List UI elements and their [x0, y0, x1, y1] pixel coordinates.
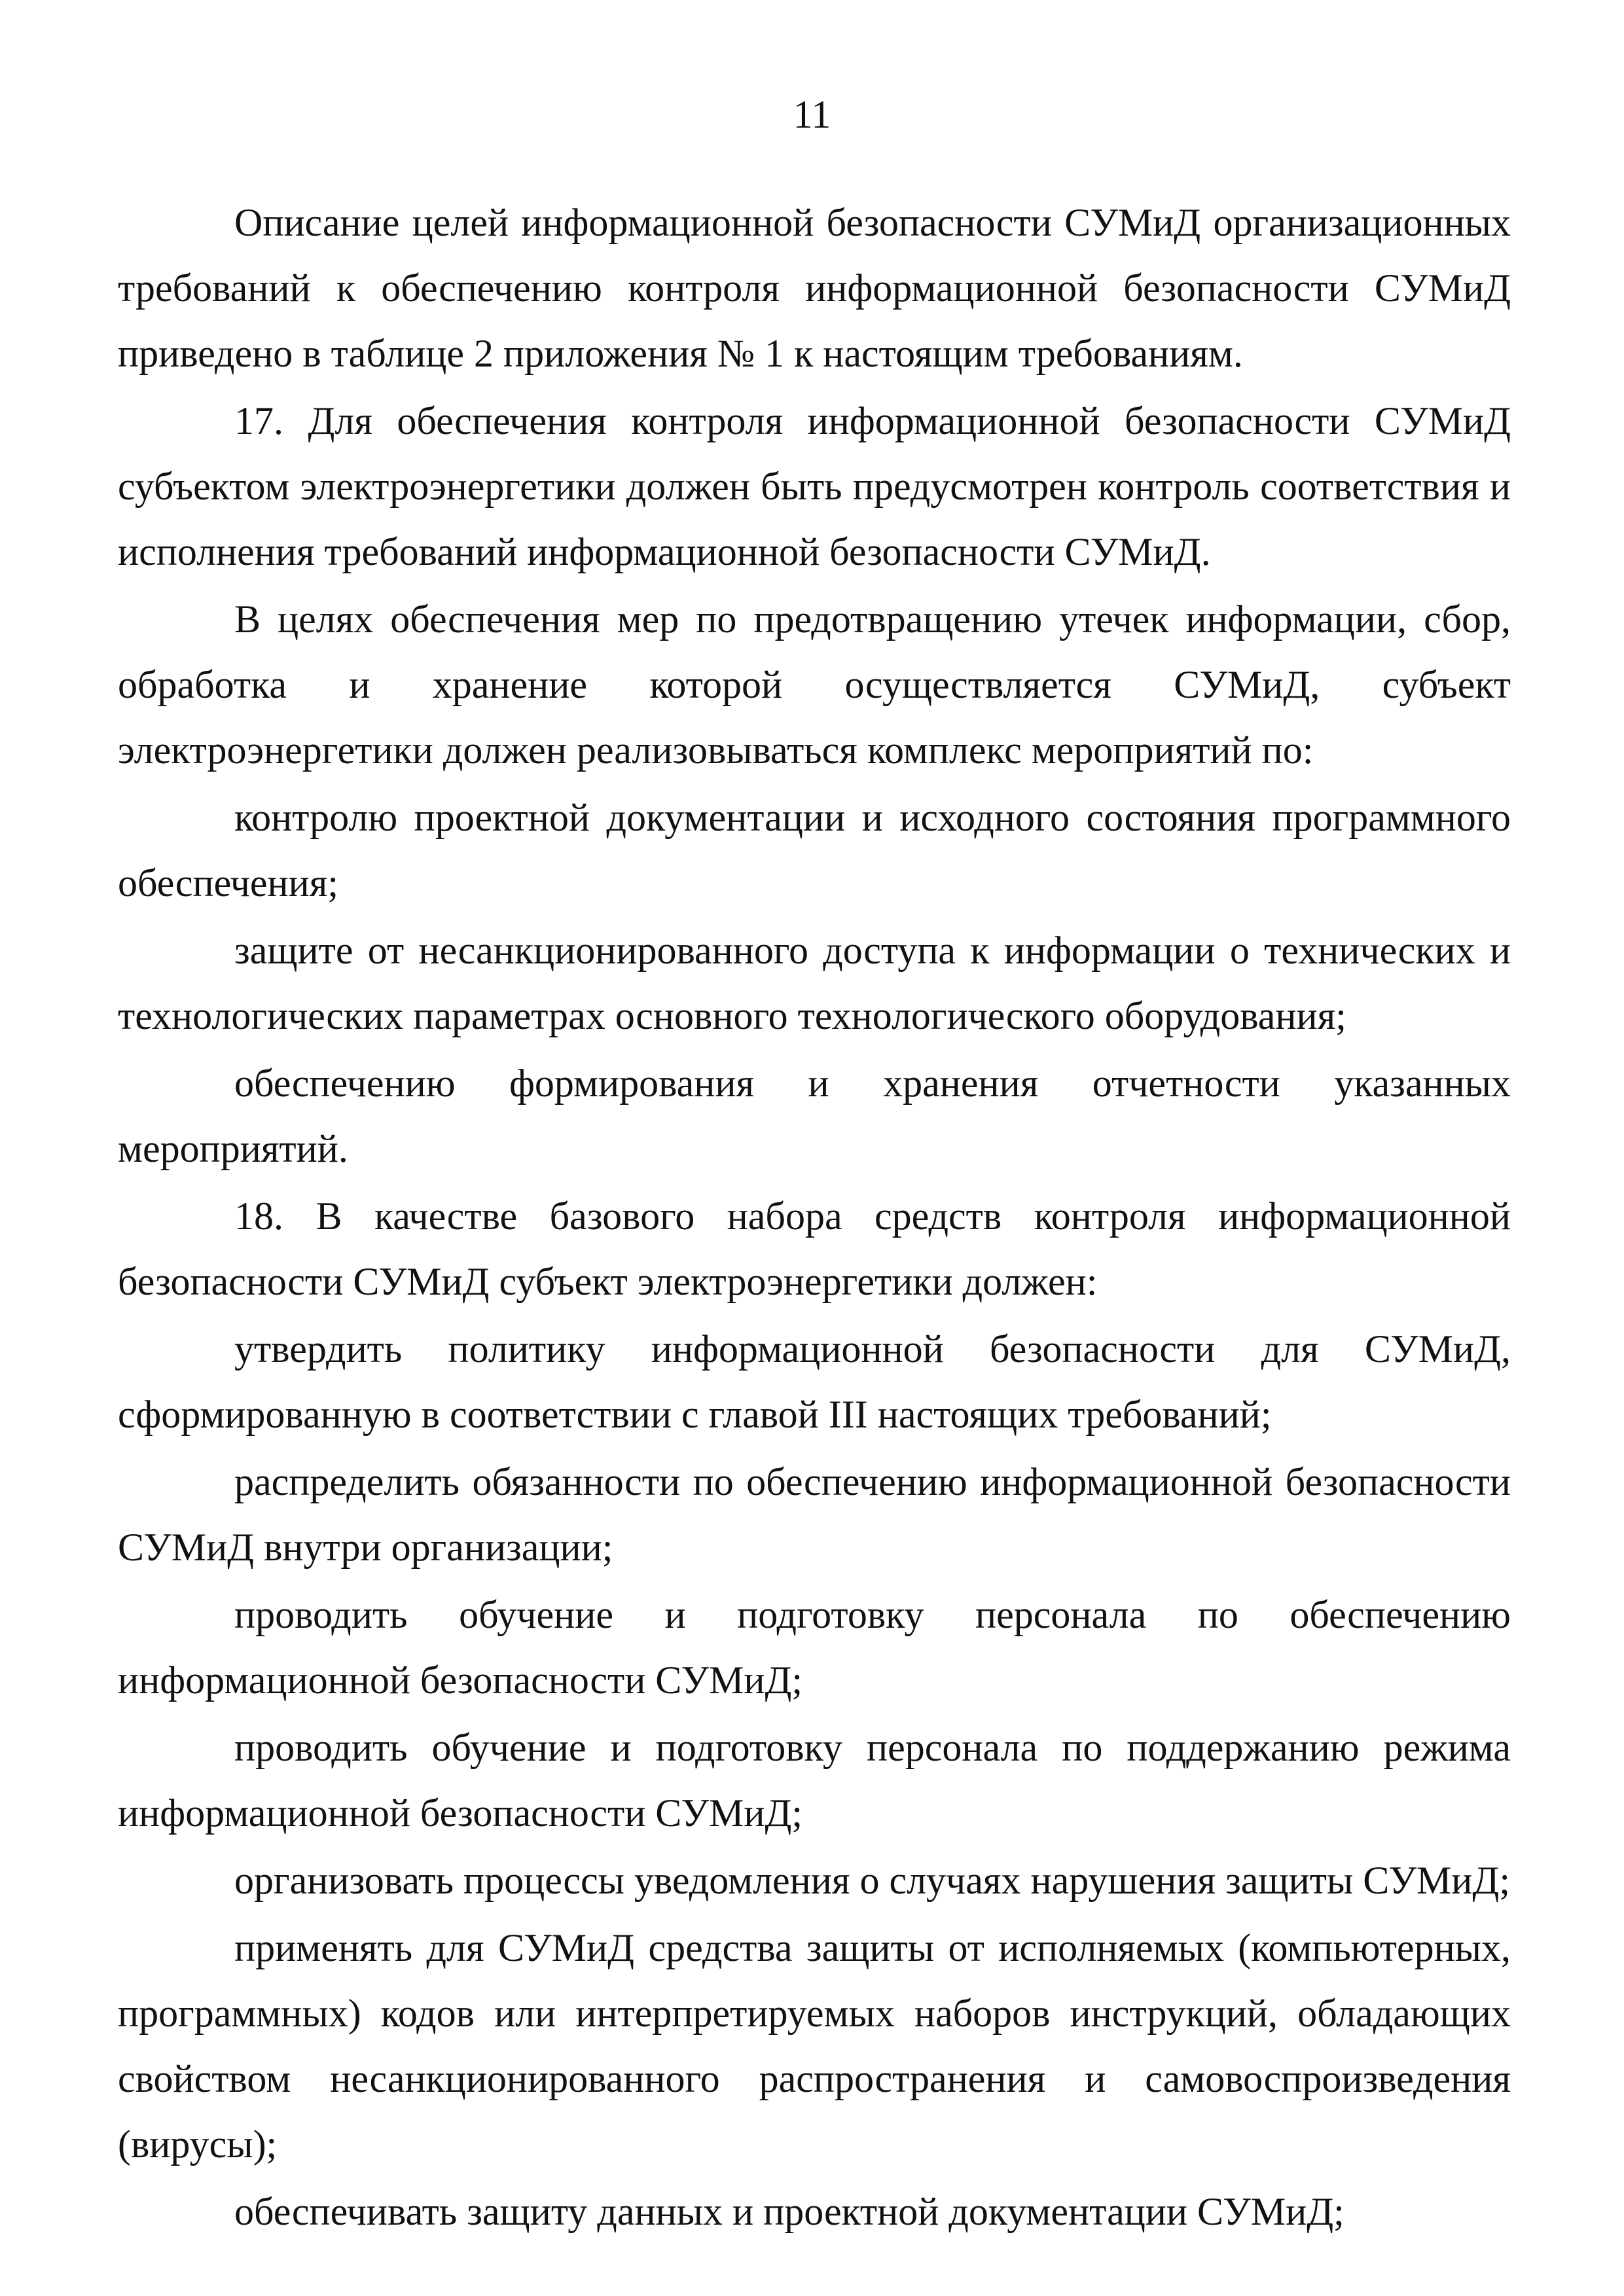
list-item-breach-notification: организовать процессы уведомления о случаях нарушения защиты СУМиД; — [234, 1859, 1511, 1902]
paragraph-goals-description: Описание целей информационной безопасности СУМиД организационных требований к обеспечению контроля информационной безопасности СУМиД приведено в таблице 2 приложения № 1 к настоящим требованиям. — [118, 201, 1511, 375]
list-item-design-control: контролю проектной документации и исходного состояния программного обеспечения; — [118, 796, 1511, 905]
paragraph-18: 18. В качестве базового набора средств контроля информационной безопасности СУМиД субъект электроэнергетики должен: — [118, 1194, 1511, 1303]
list-item-training-regime: проводить обучение и подготовку персонала по поддержанию режима информационной безопасности СУМиД; — [118, 1726, 1511, 1835]
paragraph-17: 17. Для обеспечения контроля информационной безопасности СУМиД субъектом электроэнергетики должен быть предусмотрен контроль соответствия и исполнения требований информационной безопасности СУМиД. — [118, 399, 1511, 573]
list-item-approve-policy: утвердить политику информационной безопасности для СУМиД, сформированную в соответствии с главой III настоящих требований; — [118, 1327, 1511, 1436]
paragraph-leak-prevention: В целях обеспечения мер по предотвращению утечек информации, сбор, обработка и хранение которой осуществляется СУМиД, субъект электроэнергетики должен реализовываться комплекс мероприятий по: — [118, 598, 1511, 772]
list-item-training-security: проводить обучение и подготовку персонала по обеспечению информационной безопасности СУМиД; — [118, 1593, 1511, 1702]
list-item-data-protection: обеспечивать защиту данных и проектной документации СУМиД; — [234, 2190, 1344, 2233]
document-body — [118, 190, 1511, 2246]
list-item-reporting: обеспечению формирования и хранения отчетности указанных мероприятий. — [118, 1062, 1511, 1170]
list-item-unauthorized-access-protection: защите от несанкционированного доступа к информации о технических и технологических параметрах основного технологического оборудования; — [118, 929, 1511, 1037]
list-item-distribute-duties: распределить обязанности по обеспечению информационной безопасности СУМиД внутри организации; — [118, 1460, 1511, 1569]
list-item-antivirus: применять для СУМиД средства защиты от исполняемых (компьютерных, программных) кодов или интерпретируемых наборов инструкций, обладающих свойством несанкционированного распространения и самовоспроизведения (вирусы); — [118, 1926, 1511, 2166]
page-number: 11 — [793, 93, 831, 136]
